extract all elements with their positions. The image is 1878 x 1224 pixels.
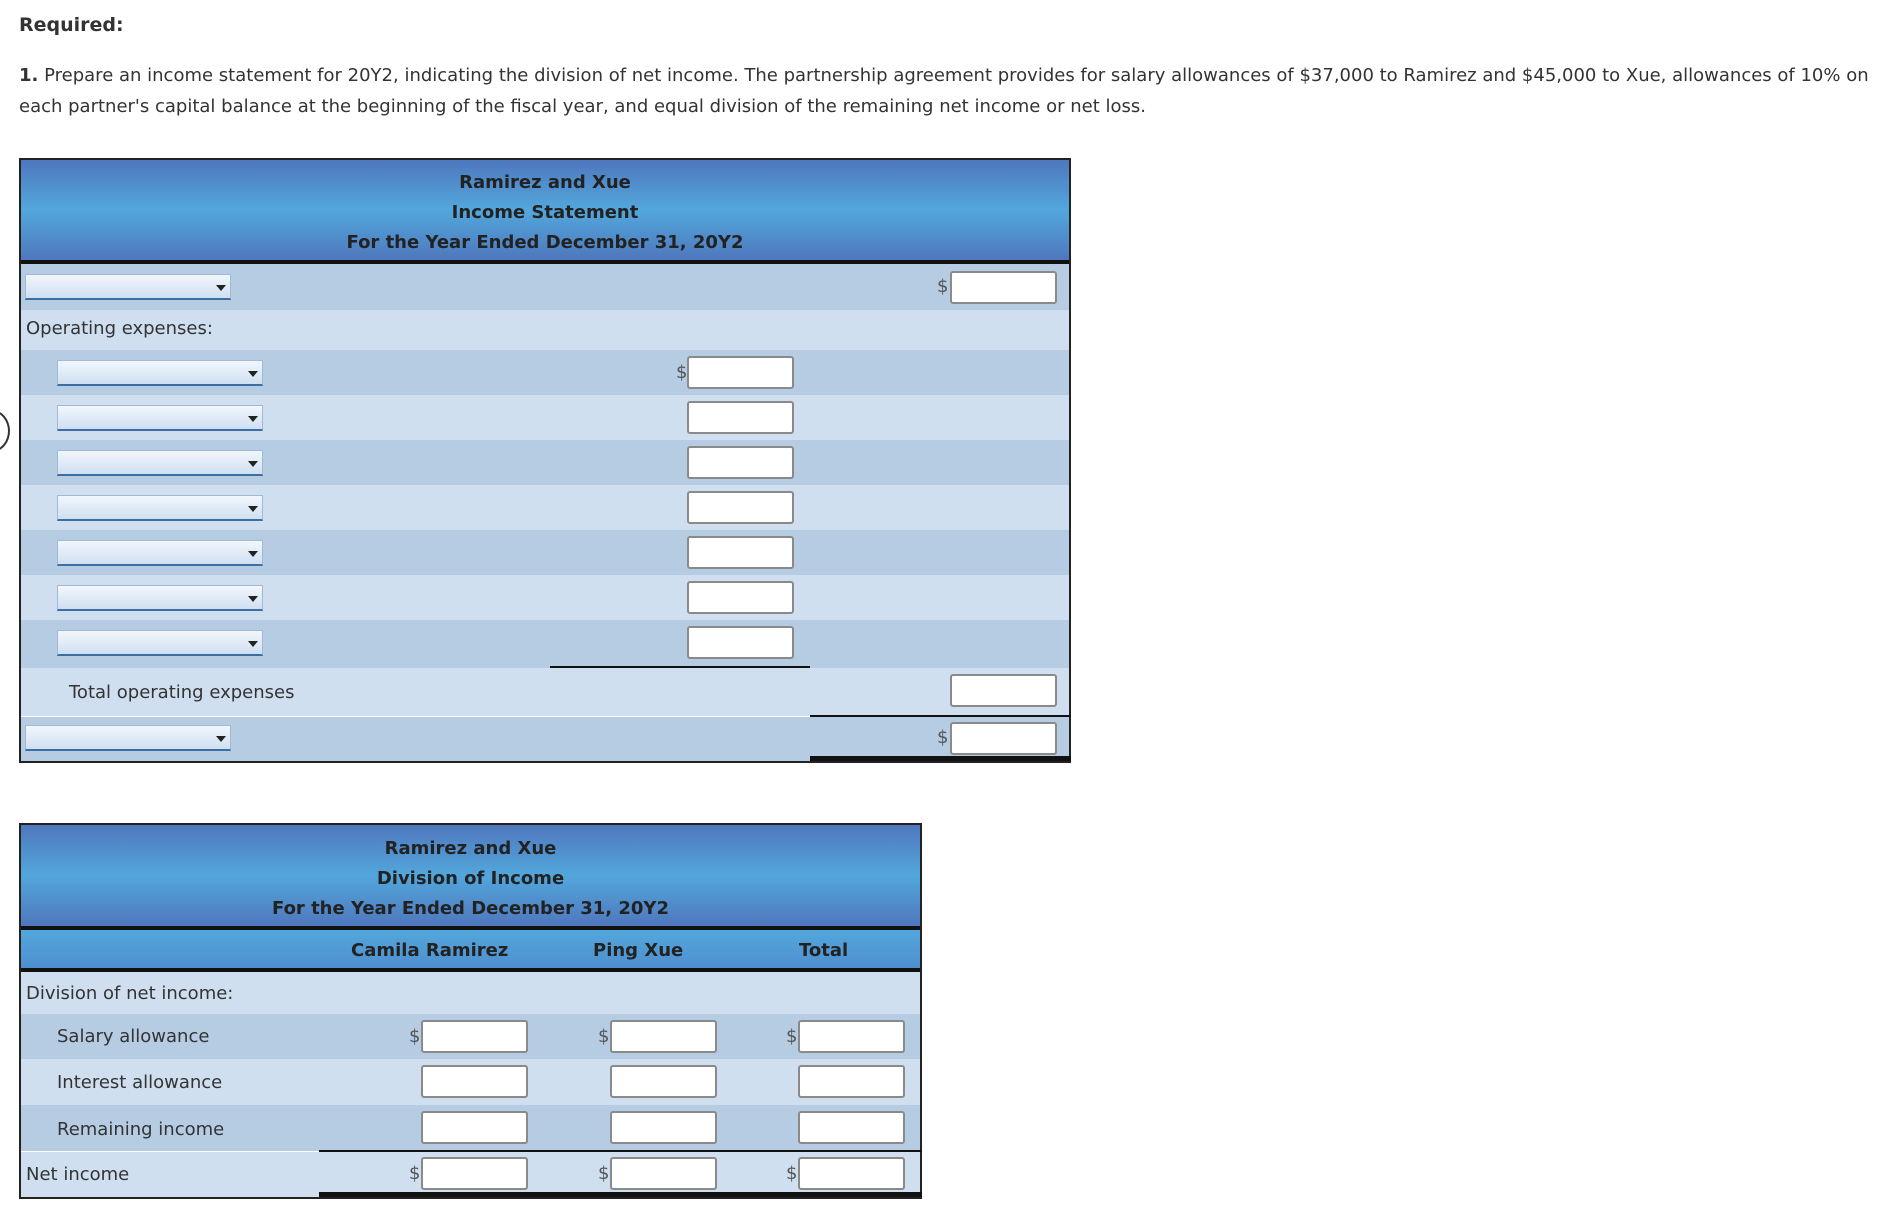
expense-account-select[interactable] (57, 360, 263, 386)
net-income-label: Net income (26, 1164, 130, 1185)
expense-row (21, 575, 1069, 620)
operating-expenses-heading-row (21, 310, 1069, 350)
instruction-number: 1. (19, 65, 39, 86)
interest-total-input[interactable] (798, 1065, 905, 1098)
currency-symbol: $ (786, 1026, 798, 1047)
expense-amount-input[interactable] (687, 626, 794, 659)
division-of-income-table (19, 823, 922, 1199)
currency-symbol: $ (676, 362, 688, 383)
net-income-amount-input[interactable] (950, 722, 1057, 755)
expense-amount-input[interactable] (687, 356, 794, 389)
is-period: For the Year Ended December 31, 20Y2 (346, 232, 744, 253)
is-statement-title: Income Statement (451, 202, 639, 223)
currency-symbol: $ (598, 1026, 610, 1047)
chevron-down-icon (216, 736, 226, 742)
chevron-down-icon (248, 461, 258, 467)
revenue-account-select[interactable] (25, 274, 231, 300)
remaining-income-row (21, 1105, 920, 1151)
required-heading: Required: (19, 14, 124, 36)
chevron-down-icon (216, 285, 226, 291)
net-income-xue-input[interactable] (610, 1157, 717, 1190)
division-section-row (21, 972, 920, 1014)
remaining-income-label: Remaining income (57, 1119, 225, 1140)
salary-allowance-row (21, 1014, 920, 1059)
chevron-down-icon (248, 551, 258, 557)
expense-amount-input[interactable] (687, 491, 794, 524)
double-underline (810, 756, 1071, 761)
net-income-total-input[interactable] (798, 1157, 905, 1190)
chevron-down-icon (248, 506, 258, 512)
expense-account-select[interactable] (57, 540, 263, 566)
chevron-down-icon (248, 416, 258, 422)
expense-row (21, 395, 1069, 440)
di-period: For the Year Ended December 31, 20Y2 (272, 898, 669, 919)
expense-row (21, 530, 1069, 575)
interest-xue-input[interactable] (610, 1065, 717, 1098)
column-header-total: Total (799, 940, 849, 961)
total-operating-expenses-row (21, 668, 1069, 716)
expense-amount-input[interactable] (687, 446, 794, 479)
interest-allowance-row (21, 1059, 920, 1105)
net-income-row (21, 717, 1069, 761)
income-statement-header (21, 160, 1069, 264)
expense-account-select[interactable] (57, 450, 263, 476)
net-income-ramirez-input[interactable] (421, 1157, 528, 1190)
net-income-label-select[interactable] (25, 725, 231, 751)
division-section-label: Division of net income: (26, 983, 234, 1004)
salary-xue-input[interactable] (610, 1020, 717, 1053)
expense-account-select[interactable] (57, 495, 263, 521)
income-statement-table (19, 158, 1071, 763)
expense-account-select[interactable] (57, 630, 263, 656)
column-header-row (21, 930, 920, 972)
expense-amount-input[interactable] (687, 401, 794, 434)
expense-account-select[interactable] (57, 405, 263, 431)
remaining-total-input[interactable] (798, 1111, 905, 1144)
expense-amount-input[interactable] (687, 536, 794, 569)
is-company-name: Ramirez and Xue (459, 172, 631, 193)
currency-symbol: $ (409, 1026, 421, 1047)
expense-row (21, 485, 1069, 530)
double-underline (319, 1192, 922, 1197)
chevron-down-icon (248, 371, 258, 377)
currency-symbol: $ (937, 276, 949, 297)
expense-row (21, 440, 1069, 485)
remaining-ramirez-input[interactable] (421, 1111, 528, 1144)
operating-expenses-label: Operating expenses: (26, 318, 213, 339)
total-operating-expenses-input[interactable] (950, 674, 1057, 707)
expense-amount-input[interactable] (687, 581, 794, 614)
currency-symbol: $ (409, 1163, 421, 1184)
instructions (19, 60, 1869, 122)
expense-account-select[interactable] (57, 585, 263, 611)
currency-symbol: $ (937, 727, 949, 748)
net-income-row (21, 1152, 920, 1197)
salary-ramirez-input[interactable] (421, 1020, 528, 1053)
di-statement-title: Division of Income (376, 868, 565, 889)
currency-symbol: $ (786, 1163, 798, 1184)
total-operating-expenses-label: Total operating expenses (69, 682, 295, 703)
remaining-xue-input[interactable] (610, 1111, 717, 1144)
interest-ramirez-input[interactable] (421, 1065, 528, 1098)
currency-symbol: $ (598, 1163, 610, 1184)
di-company-name: Ramirez and Xue (384, 838, 557, 859)
salary-allowance-label: Salary allowance (57, 1026, 210, 1047)
column-header-xue: Ping Xue (593, 940, 684, 961)
salary-total-input[interactable] (798, 1020, 905, 1053)
column-header-ramirez: Camila Ramirez (351, 940, 509, 961)
instruction-text: Prepare an income statement for 20Y2, indicating the division of net income. The partnership agreement provides for salary allowances of $37,000 to Ramirez and $45,000 to Xue, allowances of 10% on each partner's capital balance at the beginning of the fiscal year, and equal division of the remaining net income or net loss. (19, 65, 1869, 117)
chevron-down-icon (248, 641, 258, 647)
chevron-down-icon (248, 596, 258, 602)
question-indicator-icon (0, 410, 10, 452)
division-header (21, 825, 920, 930)
expense-row (21, 620, 1069, 668)
interest-allowance-label: Interest allowance (57, 1072, 223, 1093)
expense-row (21, 350, 1069, 395)
revenue-amount-input[interactable] (950, 271, 1057, 304)
revenue-row (21, 264, 1069, 310)
